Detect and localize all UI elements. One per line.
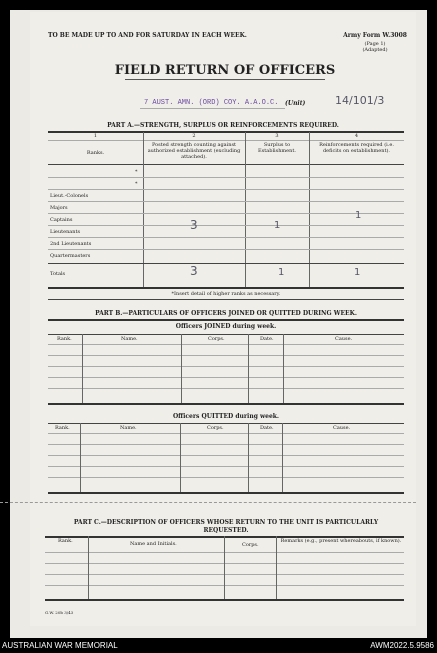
joined-vline — [248, 334, 249, 403]
handwritten-lieutenants-posted: 3 — [190, 218, 198, 232]
part-b-top-rule — [48, 319, 404, 321]
totals-label: Totals — [50, 271, 66, 277]
rank-majors: Majors — [50, 205, 68, 211]
joined-col-name: Name. — [121, 336, 138, 342]
part-c-col-name: Name and Initials. — [130, 541, 177, 547]
row-rule — [48, 213, 404, 214]
rank-lieutenants: Lieutenants — [50, 229, 81, 235]
col-number-2: 2 — [192, 133, 196, 139]
rank-lieut-colonels: Lieut.-Colonels — [50, 193, 89, 199]
asterisk-1: * — [135, 169, 138, 175]
form-number: Army Form W.3008 — [343, 32, 407, 39]
part-c-vline — [276, 536, 277, 599]
quitted-vline — [248, 423, 249, 492]
form-status: (Adapted) — [362, 47, 388, 53]
handwritten-totals-reinforcements: 1 — [354, 267, 361, 278]
col-header-rule — [48, 164, 404, 165]
title-underline — [125, 79, 325, 80]
joined-col-date: Date. — [260, 336, 274, 342]
quitted-vline — [180, 423, 181, 492]
quitted-vline — [282, 423, 283, 492]
row-rule — [48, 477, 404, 478]
joined-col-corps: Corps. — [208, 336, 225, 342]
row-rule — [48, 444, 404, 445]
rank-captains: Captains — [50, 217, 73, 223]
joined-vline — [283, 334, 284, 403]
part-a-heading: PART A.—STRENGTH, SURPLUS OR REINFORCEMENTS REQUIRED. — [107, 122, 339, 129]
footer-institution: AUSTRALIAN WAR MEMORIAL — [2, 641, 118, 650]
unit-label: (Unit) — [285, 100, 306, 107]
part-c-col-corps: Corps. — [242, 542, 259, 548]
part-a-footnote: *Insert detail of higher ranks as necessary. — [171, 291, 281, 297]
quitted-col-corps: Corps. — [207, 425, 224, 431]
row-rule — [48, 466, 404, 467]
totals-rule — [48, 263, 404, 264]
quitted-col-date: Date. — [260, 425, 274, 431]
handwritten-captains-reinforcements: 1 — [355, 210, 362, 221]
part-c-heading-line2: REQUESTED. — [203, 527, 249, 534]
form-page: (Page 1) — [364, 41, 386, 47]
quitted-col-name: Name. — [120, 425, 137, 431]
quitted-bottom-rule — [48, 492, 404, 494]
unit-stamp: 7 AUST. AMN. (ORD) COY. A.A.O.C. — [144, 99, 279, 107]
joined-header-top — [48, 334, 404, 335]
part-a-vline-1 — [143, 132, 144, 288]
handwritten-totals-surplus: 1 — [278, 267, 285, 278]
row-rule — [48, 366, 404, 367]
quitted-col-cause: Cause. — [333, 425, 351, 431]
quitted-header-top — [48, 423, 404, 424]
row-rule — [48, 225, 404, 226]
rank-2nd-lieutenants: 2nd Lieutenants — [50, 241, 92, 247]
joined-vline — [181, 334, 182, 403]
quitted-col-rank: Rank. — [55, 425, 70, 431]
footnote-rule — [48, 299, 404, 300]
rank-quartermasters: Quartermasters — [50, 253, 91, 259]
part-c-col-rank: Rank. — [58, 538, 73, 544]
row-rule — [48, 344, 404, 345]
col-number-3: 3 — [275, 133, 279, 139]
joined-col-rank: Rank. — [57, 336, 72, 342]
row-rule — [48, 177, 404, 178]
unit-underline — [140, 108, 285, 109]
col-number-1: 1 — [93, 133, 98, 139]
part-b-heading: PART B.—PARTICULARS OF OFFICERS JOINED OR QUITTED DURING WEEK. — [95, 310, 357, 317]
row-rule — [48, 455, 404, 456]
row-rule — [48, 189, 404, 190]
joined-bottom-rule — [48, 403, 404, 405]
fold-line — [0, 502, 416, 503]
col-header-posted: Posted strength counting against authorized establishment (excluding attached). — [147, 142, 241, 160]
print-code: G.W. 20b 3/43 — [45, 610, 74, 615]
form-sheet — [30, 12, 416, 626]
part-c-vline — [224, 536, 225, 599]
row-rule — [48, 249, 404, 250]
joined-title: Officers JOINED during week. — [175, 323, 277, 330]
header-instruction: TO BE MADE UP TO AND FOR SATURDAY IN EACH WEEK. — [48, 32, 247, 39]
row-rule — [48, 237, 404, 238]
col-number-rule — [48, 140, 404, 141]
part-a-bottom-rule — [48, 287, 404, 289]
part-c-heading-line1: PART C.—DESCRIPTION OF OFFICERS WHOSE RETURN TO THE UNIT IS PARTICULARLY — [73, 519, 379, 526]
col-header-surplus: Surplus to Establishment. — [258, 142, 296, 154]
handwritten-reference: 14/101/3 — [335, 94, 385, 107]
row-rule — [48, 201, 404, 202]
joined-vline — [82, 334, 83, 403]
asterisk-2: * — [135, 181, 138, 187]
quitted-vline — [80, 423, 81, 492]
row-rule — [48, 433, 404, 434]
part-c-vline — [88, 536, 89, 599]
form-title: FIELD RETURN OF OFFICERS — [114, 63, 336, 78]
row-rule — [48, 388, 404, 389]
part-c-col-remarks: Remarks (e.g., present whereabouts, if known). — [280, 538, 402, 544]
joined-col-cause: Cause. — [335, 336, 353, 342]
row-rule — [48, 377, 404, 378]
footer-accession-number: AWM2022.5.9586 — [370, 641, 434, 650]
col-header-ranks: Ranks. — [86, 150, 105, 156]
handwritten-totals-posted: 3 — [190, 264, 198, 278]
col-number-4: 4 — [354, 133, 359, 139]
part-a-vline-3 — [309, 132, 310, 288]
handwritten-lieutenants-surplus: 1 — [274, 220, 281, 231]
col-header-reinforcements: Reinforcements required (i.e. deficits on establishment). — [319, 142, 394, 154]
quitted-title: Officers QUITTED during week. — [172, 413, 280, 420]
row-rule — [48, 355, 404, 356]
part-a-vline-2 — [245, 132, 246, 288]
part-c-bottom-rule — [45, 599, 404, 601]
